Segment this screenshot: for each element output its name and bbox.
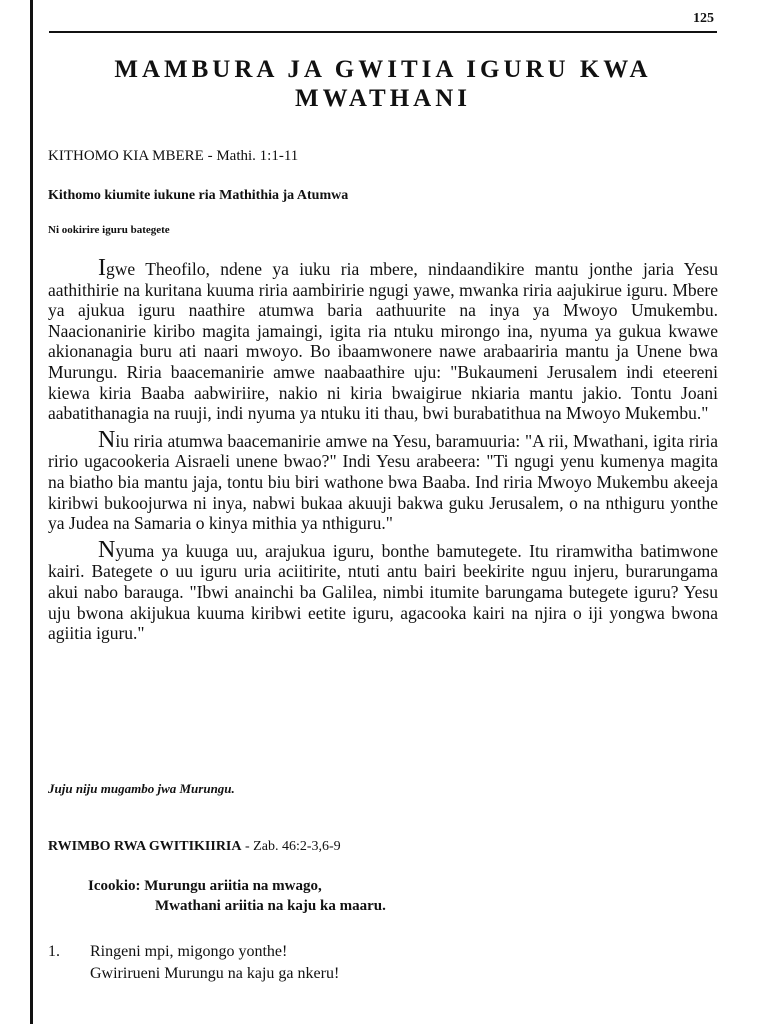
reading-body <box>48 255 718 650</box>
psalm-separator: - <box>245 839 250 854</box>
paragraph <box>48 255 718 424</box>
psalm-heading <box>48 839 341 855</box>
closing-acclamation: Juju niju mugambo jwa Murungu. <box>48 781 235 796</box>
psalm-verse <box>48 941 339 985</box>
reading-separator: - <box>207 148 213 164</box>
paragraph-initial: N <box>98 426 116 453</box>
psalm-heading-label: RWIMBO RWA GWITIKIIRIA <box>48 839 242 854</box>
psalm-reference: Zab. 46:2-3,6-9 <box>253 839 341 854</box>
response-line: Mwathani ariitia na kaju ka maaru. <box>155 898 386 914</box>
reading-subheading: Kithomo kiumite iukune ria Mathithia ja Atumwa <box>48 188 349 203</box>
reading-note: Ni ookirire iguru bategete <box>48 224 170 236</box>
header-rule <box>49 31 717 33</box>
page-title: MAMBURA JA GWITIA IGURU KWA MWATHANI <box>114 56 652 112</box>
paragraph <box>48 426 718 534</box>
paragraph-text: gwe Theofilo, ndene ya iuku ria mbere, nindaandikire mantu jonthe jaria Yesu aathithirie na kuritana kuuma riria aambiririe ngugi yawe, mwanka riria aajukirue iguru. Mbere ya ajukua iguru naathire atumwa baria aathuurite na inya ya Mwoyo Umukembu. Naacionanirie kiribo magita jamaingi, igita ria ntuku mirongo ina, nyuma ya gukua kwawe akionanagia buru ati naari mwoyo. Bo ibaamwonere nawe arabaariria mantu ja Unene bwa Murungu. Riria baacemanirie amwe naabaathire uju: "Bukaumeni Jerusalem indi eteereni kiewa kiria Baaba aabwiriire, nakio ni kiria bwaigirue nkiaria mantu jakio. Tontu Joani aabatithanagia na ruuji, indi nyuma ya ntuku iti thau, bwi burabatithua na Mwoyo Mukembu." <box>48 259 718 424</box>
paragraph-initial: I <box>98 255 106 281</box>
verse-line: Gwirirueni Murungu na kaju ga nkeru! <box>90 965 340 982</box>
psalm-response <box>88 876 386 916</box>
verse-number: 1. <box>48 943 60 960</box>
reading-reference: Mathi. 1:1-11 <box>216 148 299 164</box>
page-number: 125 <box>693 11 714 26</box>
page-left-border <box>30 0 33 1024</box>
paragraph-initial: N <box>98 536 116 563</box>
reading-heading <box>48 148 298 165</box>
verse-line: Ringeni mpi, migongo yonthe! <box>90 943 288 960</box>
paragraph-text: yuma ya kuuga uu, arajukua iguru, bonthe bamutegete. Itu riramwitha batimwone kairi. Bategete o uu iguru uria aciitirite, ntuti antu bairi beekirite nguu injeru, burarungama akui nabo barauga. "Ibwi anainchi ba Galilea, nimbi itumite barungama butegete iguru? Yesu uju bwona akijukua kuuma kiribwi eetite iguru, agacooka kairi na njira o iji yongwa bwona agiitia iguru." <box>48 540 718 644</box>
response-line: Icookio: Murungu ariitia na mwago, <box>88 878 322 894</box>
verse-lines <box>90 941 339 985</box>
paragraph <box>48 536 718 644</box>
paragraph-text: iu riria atumwa baacemanirie amwe na Yesu, baramuuria: "A rii, Mwathani, igita riria ririo ugacookeria Aisraeli unene bwao?" Indi Yesu arabeera: "Ti ngugi yenu kumenya magita na biatho bia mantu jaja, tontu biu biri wathone bwa Baaba. Ind riria Mwoyo Mukembu akeeja kiribwi bukoojurwa ni inya, nabwi bukaa akuuji bakwa guku Jerusalem, o na nthiguru yonthe ya Judea na Samaria o kinya mithia ya nthiguru." <box>48 430 718 534</box>
reading-heading-label: KITHOMO KIA MBERE <box>48 148 204 164</box>
